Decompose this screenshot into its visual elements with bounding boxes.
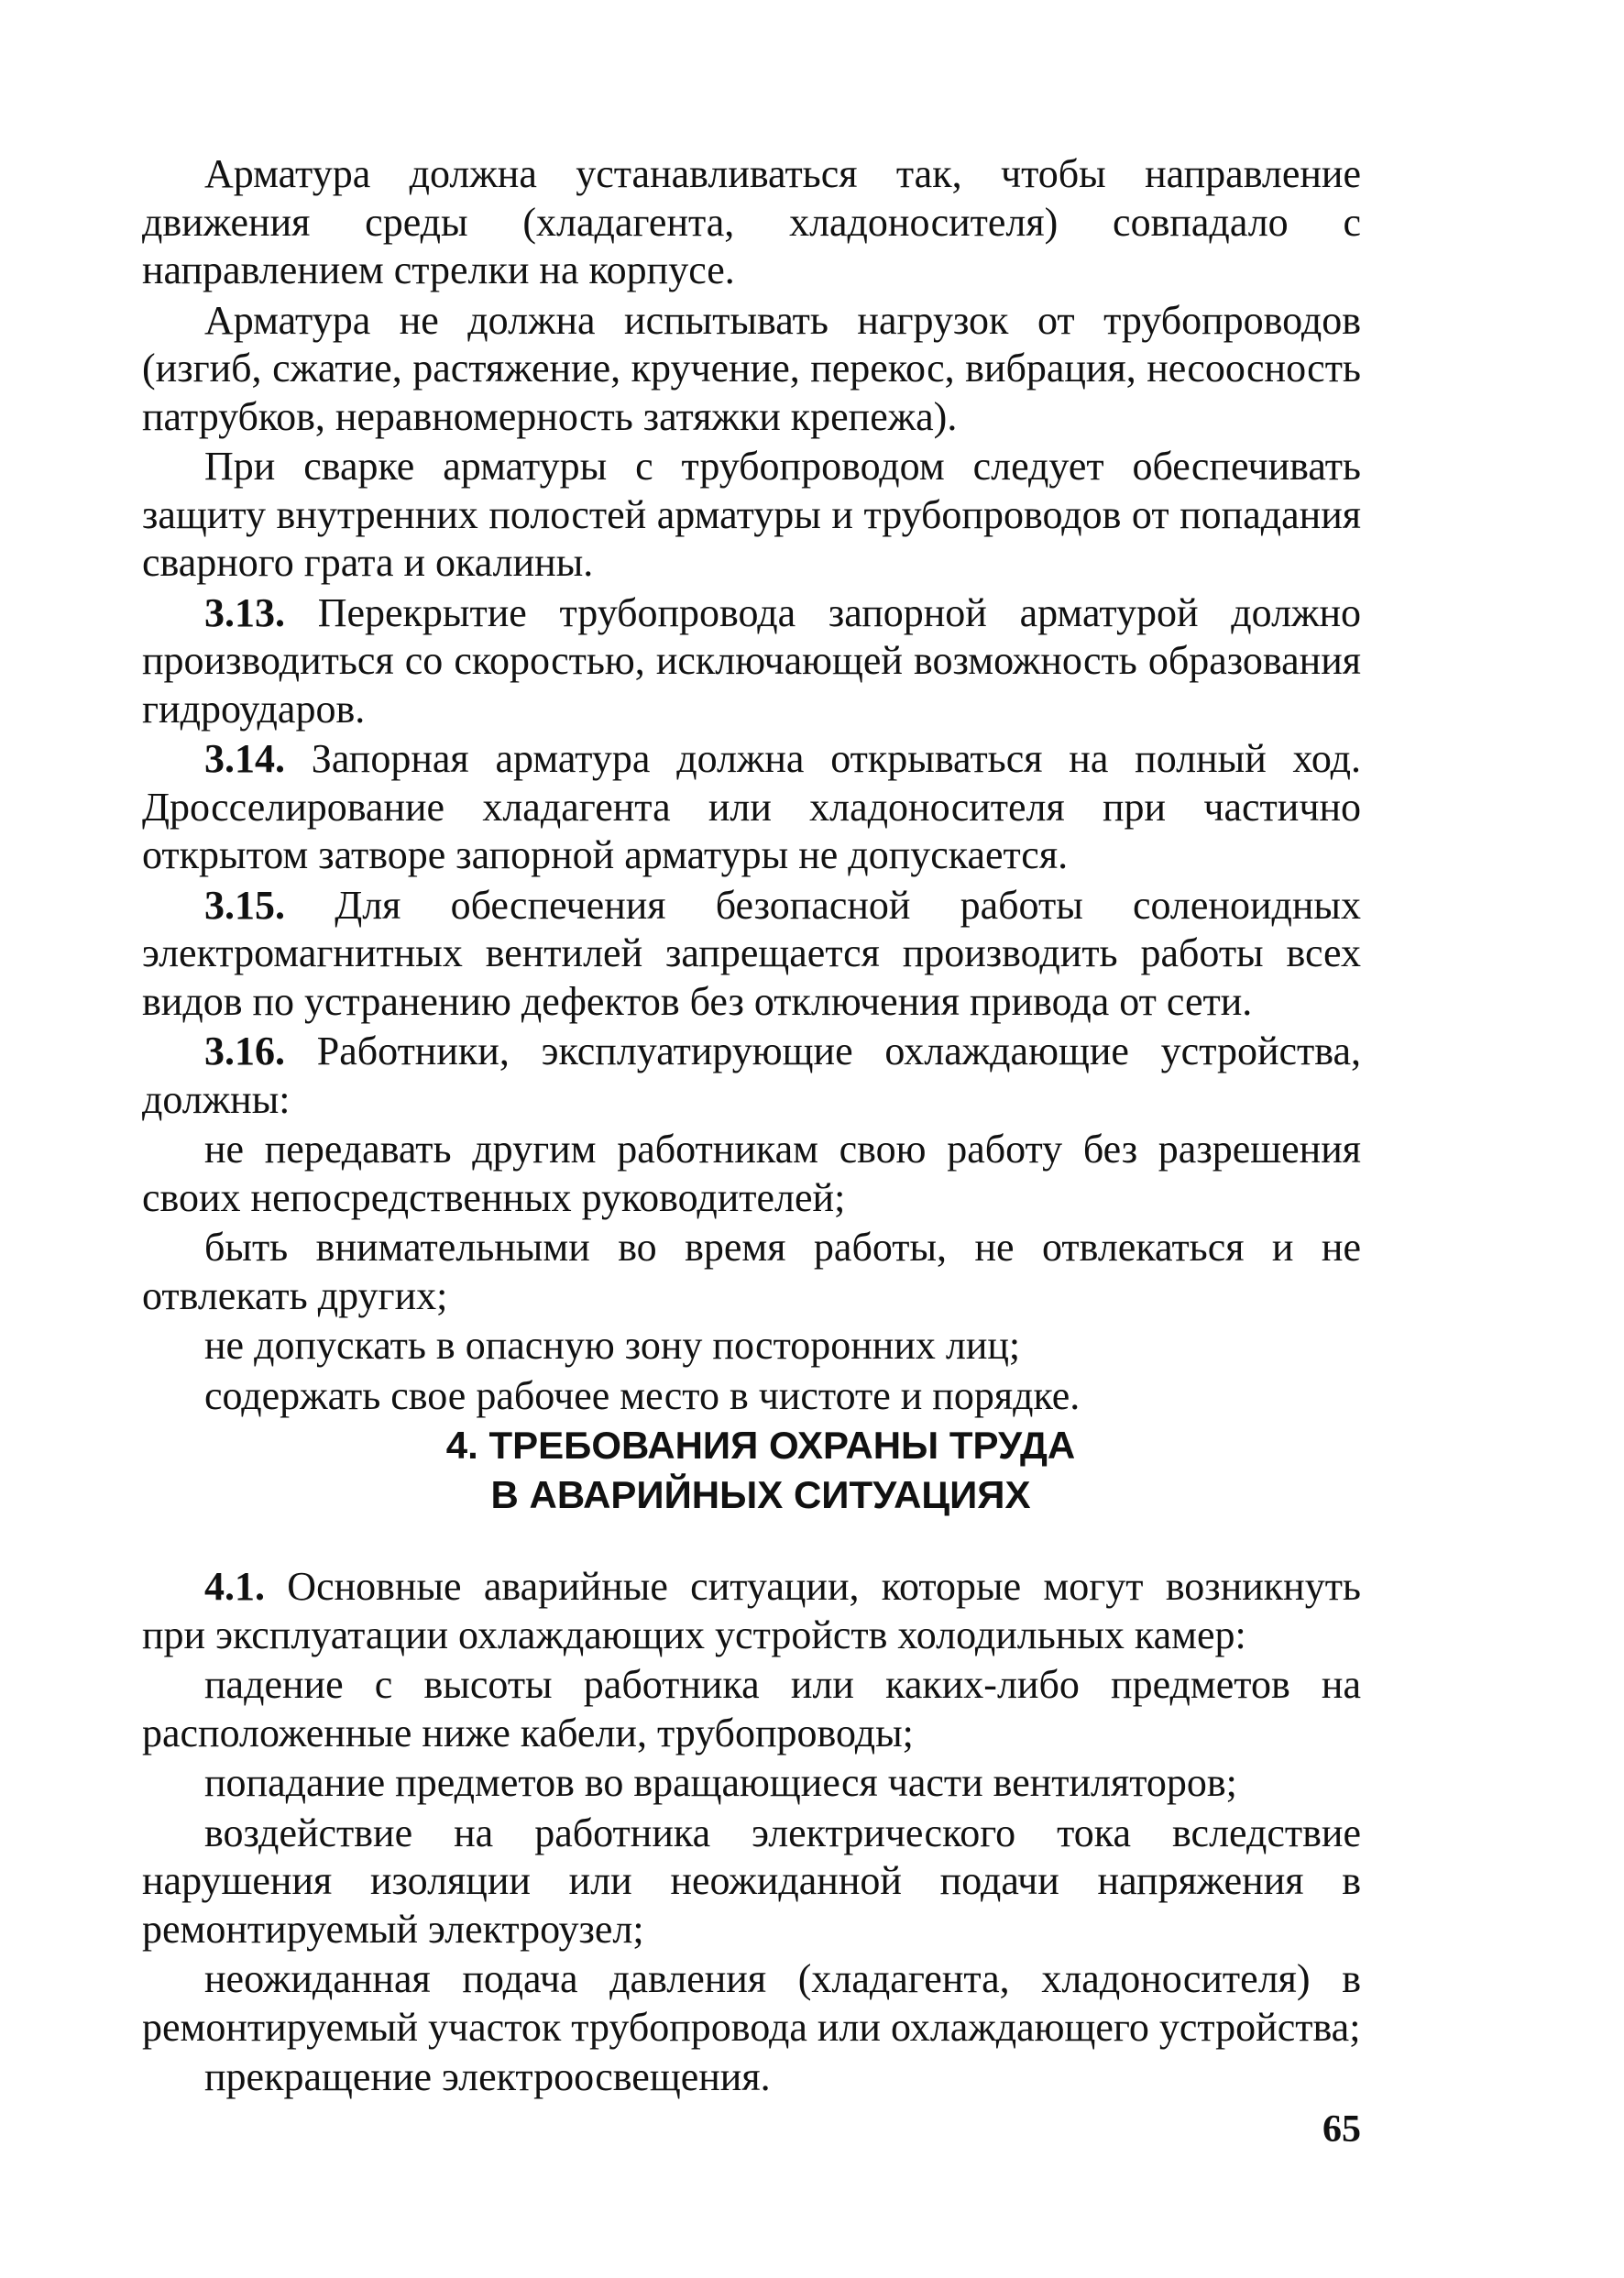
paragraph-valve-loads: Арматура не должна испытывать нагрузок от трубопроводов (изгиб, сжатие, растяжение, кручение, перекос, вибрация, несоосность патрубков, неравномерность затяжки крепежа). [142,297,1361,439]
duty-list-item: содержать свое рабочее место в чистоте и порядке. [204,1372,1081,1418]
section-3-text [142,150,1361,1420]
emergency-list-item: прекращение электроосвещения. [204,2054,771,2099]
section-4-heading [142,1421,1361,1520]
section-4-heading-line-1: 4. ТРЕБОВАНИЯ ОХРАНЫ ТРУДА [445,1424,1076,1467]
clause-3-15 [142,882,1361,1027]
paragraph-valve-direction: Арматура должна устанавливаться так, чтобы направление движения среды (хладагента, хладоносителя) совпадало с направлением стрелки на корпусе. [142,151,1361,292]
clause-3-14 [142,735,1361,880]
duty-list-item: быть внимательными во время работы, не отвлекаться и не отвлекать других; [142,1225,1361,1318]
clause-text: Работники, эксплуатирующие охлаждающие устройства, должны: [142,1029,1361,1122]
clause-text: Перекрытие трубопровода запорной арматурой должно производиться со скоростью, исключающей возможность образования гидроударов. [142,589,1361,732]
clause-text: Для обеспечения безопасной работы соленоидных электромагнитных вентилей запрещается производить работы всех видов по устранению дефектов без отключения привода от сети. [142,882,1361,1024]
emergency-list-item: падение с высоты работника или каких-либо предметов на расположенные ниже кабели, трубопроводы; [142,1662,1361,1755]
clause-3-13 [142,589,1361,734]
clause-3-16 [142,1028,1361,1124]
clause-text: Запорная арматура должна открываться на полный ход. Дросселирование хладагента или хладоносителя при частично открытом затворе запорной арматуры не допускается. [142,736,1361,877]
page-number: 65 [1322,2108,1361,2151]
clause-number: 3.13. [204,589,285,635]
section-4-text [142,1563,1361,2102]
duty-list-item: не передавать другим работникам свою работу без разрешения своих непосредственных руководителей; [142,1127,1361,1220]
emergency-list-item: попадание предметов во вращающиеся части вентиляторов; [204,1760,1237,1805]
clause-number: 3.14. [204,736,285,781]
clause-text: Основные аварийные ситуации, которые могут возникнуть при эксплуатации охлаждающих устройств холодильных камер: [142,1564,1361,1657]
clause-4-1 [142,1563,1361,1659]
duty-list-item: не допускать в опасную зону посторонних лиц; [204,1323,1021,1368]
emergency-list-item: неожиданная подача давления (хладагента, хладоносителя) в ремонтируемый участок трубопровода или охлаждающего устройства; [142,1956,1361,2050]
section-4-heading-line-2: В АВАРИЙНЫХ СИТУАЦИЯХ [490,1473,1031,1516]
clause-number: 4.1. [204,1564,265,1609]
emergency-list-item: воздействие на работника электрического тока вследствие нарушения изоляции или неожиданной подачи напряжения в ремонтируемый электроузел; [142,1810,1361,1952]
clause-number: 3.16. [204,1029,285,1073]
clause-number: 3.15. [204,882,285,928]
paragraph-valve-welding: При сварке арматуры с трубопроводом следует обеспечивать защиту внутренних полостей арматуры и трубопроводов от попадания сварного грата и окалины. [142,444,1361,585]
